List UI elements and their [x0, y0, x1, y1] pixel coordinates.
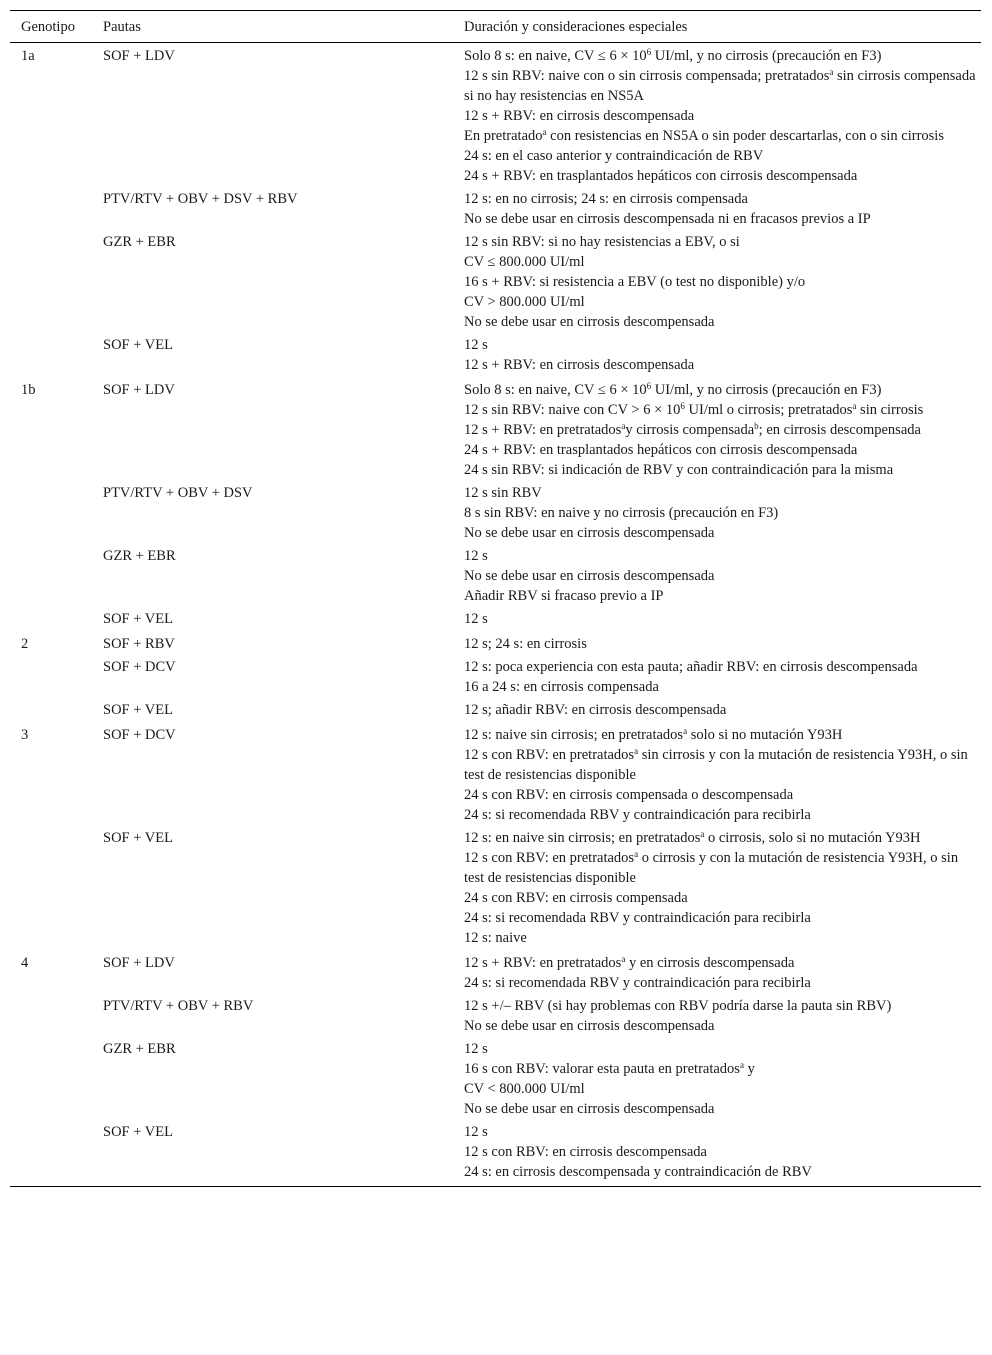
genotype-cell	[10, 1121, 92, 1187]
regimen-cell: SOF + DCV	[103, 727, 176, 743]
duration-line: 16 s con RBV: valorar esta pauta en pretratados$^a$ y	[464, 1060, 755, 1077]
duration-line: 24 s sin RBV: si indicación de RBV y con contraindicación para la misma	[464, 462, 894, 478]
table-row	[10, 827, 981, 950]
superscript: a	[739, 1060, 744, 1070]
duration-line: No se debe usar en cirrosis descompensada ni en fracasos previos a IP	[464, 211, 871, 227]
header-pautas: Pautas	[92, 11, 453, 43]
superscript: 6	[646, 47, 652, 57]
duration-line: 12 s	[464, 1041, 488, 1057]
duration-line: 24 s: si recomendada RBV y contraindicación para recibirla	[464, 975, 811, 991]
duration-line: 12 s: naive sin cirrosis; en pretratados$^a$ solo si no mutación Y93H	[464, 726, 843, 743]
table-row	[10, 231, 981, 334]
duration-line: 12 s; 24 s: en cirrosis	[464, 636, 587, 652]
table-row	[10, 608, 981, 631]
duration-line: 12 s + RBV: en pretratados$^a$y cirrosis compensada$^b$; en cirrosis descompensada	[464, 421, 921, 438]
duration-line: 12 s	[464, 611, 488, 627]
genotype-cell	[10, 656, 92, 699]
duration-line: 24 s + RBV: en trasplantados hepáticos con cirrosis descompensada	[464, 168, 858, 184]
genotype-cell	[10, 1038, 92, 1121]
duration-line: 24 s: si recomendada RBV y contraindicación para recibirla	[464, 910, 811, 926]
superscript: a	[621, 954, 626, 964]
superscript: a	[683, 726, 688, 736]
header-row	[10, 11, 981, 43]
duration-cell	[453, 482, 981, 545]
genotype-cell: 2	[21, 636, 29, 652]
duration-line: CV > 800.000 UI/ml	[464, 294, 585, 310]
duration-line: 12 s con RBV: en pretratados$^a$ sin cirrosis y con la mutación de resistencia Y93H, o sin test de resistencias disponible	[464, 746, 972, 783]
genotype-cell	[10, 231, 92, 334]
genotype-cell	[10, 995, 92, 1038]
duration-line: 12 s + RBV: en pretratados$^a$ y en cirrosis descompensada	[464, 954, 795, 971]
regimen-cell: PTV/RTV + OBV + RBV	[103, 998, 254, 1014]
table-row	[10, 377, 981, 482]
duration-line: No se debe usar en cirrosis descompensada	[464, 525, 715, 541]
duration-line: 24 s + RBV: en trasplantados hepáticos con cirrosis descompensada	[464, 442, 858, 458]
duration-line: 12 s sin RBV	[464, 485, 542, 501]
table-row	[10, 334, 981, 377]
duration-line: 24 s: si recomendada RBV y contraindicación para recibirla	[464, 807, 811, 823]
table-row	[10, 950, 981, 995]
table-row	[10, 188, 981, 231]
table-row	[10, 699, 981, 722]
superscript: a	[621, 421, 626, 431]
table-row	[10, 1121, 981, 1187]
table-row	[10, 631, 981, 656]
duration-line: 12 s + RBV: en cirrosis descompensada	[464, 357, 695, 373]
duration-cell	[453, 1121, 981, 1187]
superscript: a	[542, 127, 547, 137]
genotype-cell	[10, 482, 92, 545]
duration-cell	[453, 631, 981, 656]
duration-line: 12 s con RBV: en cirrosis descompensada	[464, 1144, 707, 1160]
regimen-cell: SOF + LDV	[103, 382, 175, 398]
regimen-cell: PTV/RTV + OBV + DSV	[103, 485, 253, 501]
regimen-cell: GZR + EBR	[103, 234, 176, 250]
header-duracion: Duración y consideraciones especiales	[453, 11, 981, 43]
table-row	[10, 995, 981, 1038]
table-header	[10, 11, 981, 43]
duration-line: No se debe usar en cirrosis descompensada	[464, 1101, 715, 1117]
duration-cell	[453, 699, 981, 722]
regimen-cell: PTV/RTV + OBV + DSV + RBV	[103, 191, 298, 207]
duration-line: No se debe usar en cirrosis descompensada	[464, 314, 715, 330]
duration-line: 12 s sin RBV: naive con o sin cirrosis compensada; pretratados$^a$ sin cirrosis compensada si no hay resistencias en NS5A	[464, 67, 980, 104]
regimen-cell: GZR + EBR	[103, 1041, 176, 1057]
duration-line: 12 s	[464, 548, 488, 564]
table-row	[10, 545, 981, 608]
superscript: a	[852, 401, 857, 411]
regimen-cell: SOF + VEL	[103, 830, 173, 846]
superscript: a	[829, 67, 834, 77]
duration-line: 12 s: en naive sin cirrosis; en pretratados$^a$ o cirrosis, solo si no mutación Y93H	[464, 829, 921, 846]
duration-line: 24 s: en el caso anterior y contraindicación de RBV	[464, 148, 764, 164]
genotype-cell	[10, 188, 92, 231]
regimen-cell: SOF + DCV	[103, 659, 176, 675]
superscript: a	[700, 829, 705, 839]
genotype-cell: 3	[21, 727, 29, 743]
duration-line: Añadir RBV si fracaso previo a IP	[464, 588, 664, 604]
duration-cell	[453, 995, 981, 1038]
duration-cell	[453, 188, 981, 231]
superscript: 6	[646, 381, 652, 391]
genotype-cell: 1a	[21, 48, 35, 64]
duration-line: 12 s: poca experiencia con esta pauta; añadir RBV: en cirrosis descompensada	[464, 659, 918, 675]
duration-line: 12 s sin RBV: si no hay resistencias a EBV, o si	[464, 234, 740, 250]
genotype-cell	[10, 699, 92, 722]
table-row	[10, 43, 981, 189]
duration-line: No se debe usar en cirrosis descompensada	[464, 1018, 715, 1034]
duration-line: 12 s: naive	[464, 930, 527, 946]
duration-line: Solo 8 s: en naive, CV ≤ $6 \times 10^6$ UI/ml, y no cirrosis (precaución en F3)	[464, 381, 882, 398]
duration-cell	[453, 827, 981, 950]
duration-line: 12 s; añadir RBV: en cirrosis descompensada	[464, 702, 727, 718]
treatment-table	[10, 10, 981, 1187]
duration-cell	[453, 1038, 981, 1121]
duration-cell	[453, 545, 981, 608]
duration-line: 24 s con RBV: en cirrosis compensada o descompensada	[464, 787, 794, 803]
genotype-cell	[10, 827, 92, 950]
superscript: a	[634, 746, 639, 756]
duration-cell	[453, 377, 981, 482]
superscript: a	[634, 849, 639, 859]
regimen-cell: GZR + EBR	[103, 548, 176, 564]
duration-line: CV < 800.000 UI/ml	[464, 1081, 585, 1097]
duration-line: Solo 8 s: en naive, CV ≤ $6 \times 10^6$ UI/ml, y no cirrosis (precaución en F3)	[464, 47, 882, 64]
genotype-cell: 1b	[21, 382, 36, 398]
table-row	[10, 722, 981, 827]
regimen-cell: SOF + LDV	[103, 955, 175, 971]
duration-line: 12 s: en no cirrosis; 24 s: en cirrosis compensada	[464, 191, 748, 207]
duration-line: 12 s	[464, 337, 488, 353]
regimen-cell: SOF + VEL	[92, 1121, 453, 1187]
duration-line: 12 s sin RBV: naive con CV > $6 \times 10^6$ UI/ml o cirrosis; pretratados$^a$ sin cirrosis	[464, 401, 924, 418]
regimen-cell: SOF + VEL	[103, 337, 173, 353]
table-body	[10, 43, 981, 1187]
duration-line: 16 a 24 s: en cirrosis compensada	[464, 679, 659, 695]
regimen-cell: SOF + RBV	[103, 636, 175, 652]
regimen-cell: SOF + VEL	[103, 611, 173, 627]
duration-line: 16 s + RBV: si resistencia a EBV (o test no disponible) y/o	[464, 274, 806, 290]
duration-line: No se debe usar en cirrosis descompensada	[464, 568, 715, 584]
table-row	[10, 1038, 981, 1121]
duration-cell	[453, 608, 981, 631]
duration-cell	[453, 334, 981, 377]
superscript: 6	[680, 401, 685, 411]
duration-line: En pretratado$^a$ con resistencias en NS5A o sin poder descartarlas, con o sin cirrosis	[464, 127, 944, 144]
header-genotipo: Genotipo	[10, 11, 92, 43]
table-row	[10, 656, 981, 699]
genotype-cell	[10, 608, 92, 631]
duration-cell	[453, 950, 981, 995]
genotype-cell	[10, 545, 92, 608]
genotype-cell: 4	[21, 955, 29, 971]
regimen-cell: SOF + VEL	[103, 702, 173, 718]
duration-line: 12 s con RBV: en pretratados$^a$ o cirrosis y con la mutación de resistencia Y93H, o sin test de resistencias disponible	[464, 849, 962, 886]
genotype-cell	[10, 334, 92, 377]
regimen-cell: SOF + LDV	[103, 48, 175, 64]
superscript: b	[754, 421, 759, 431]
duration-cell	[453, 722, 981, 827]
duration-line: 12 s	[464, 1124, 488, 1140]
duration-line: CV ≤ 800.000 UI/ml	[464, 254, 585, 270]
duration-cell	[453, 656, 981, 699]
duration-cell	[453, 231, 981, 334]
table-row	[10, 482, 981, 545]
duration-line: 24 s con RBV: en cirrosis compensada	[464, 890, 688, 906]
duration-line: 24 s: en cirrosis descompensada y contraindicación de RBV	[464, 1164, 812, 1180]
duration-line: 8 s sin RBV: en naive y no cirrosis (precaución en F3)	[464, 505, 779, 521]
duration-line: 12 s +/– RBV (si hay problemas con RBV podría darse la pauta sin RBV)	[464, 998, 892, 1014]
duration-line: 12 s + RBV: en cirrosis descompensada	[464, 108, 695, 124]
duration-cell	[453, 43, 981, 189]
